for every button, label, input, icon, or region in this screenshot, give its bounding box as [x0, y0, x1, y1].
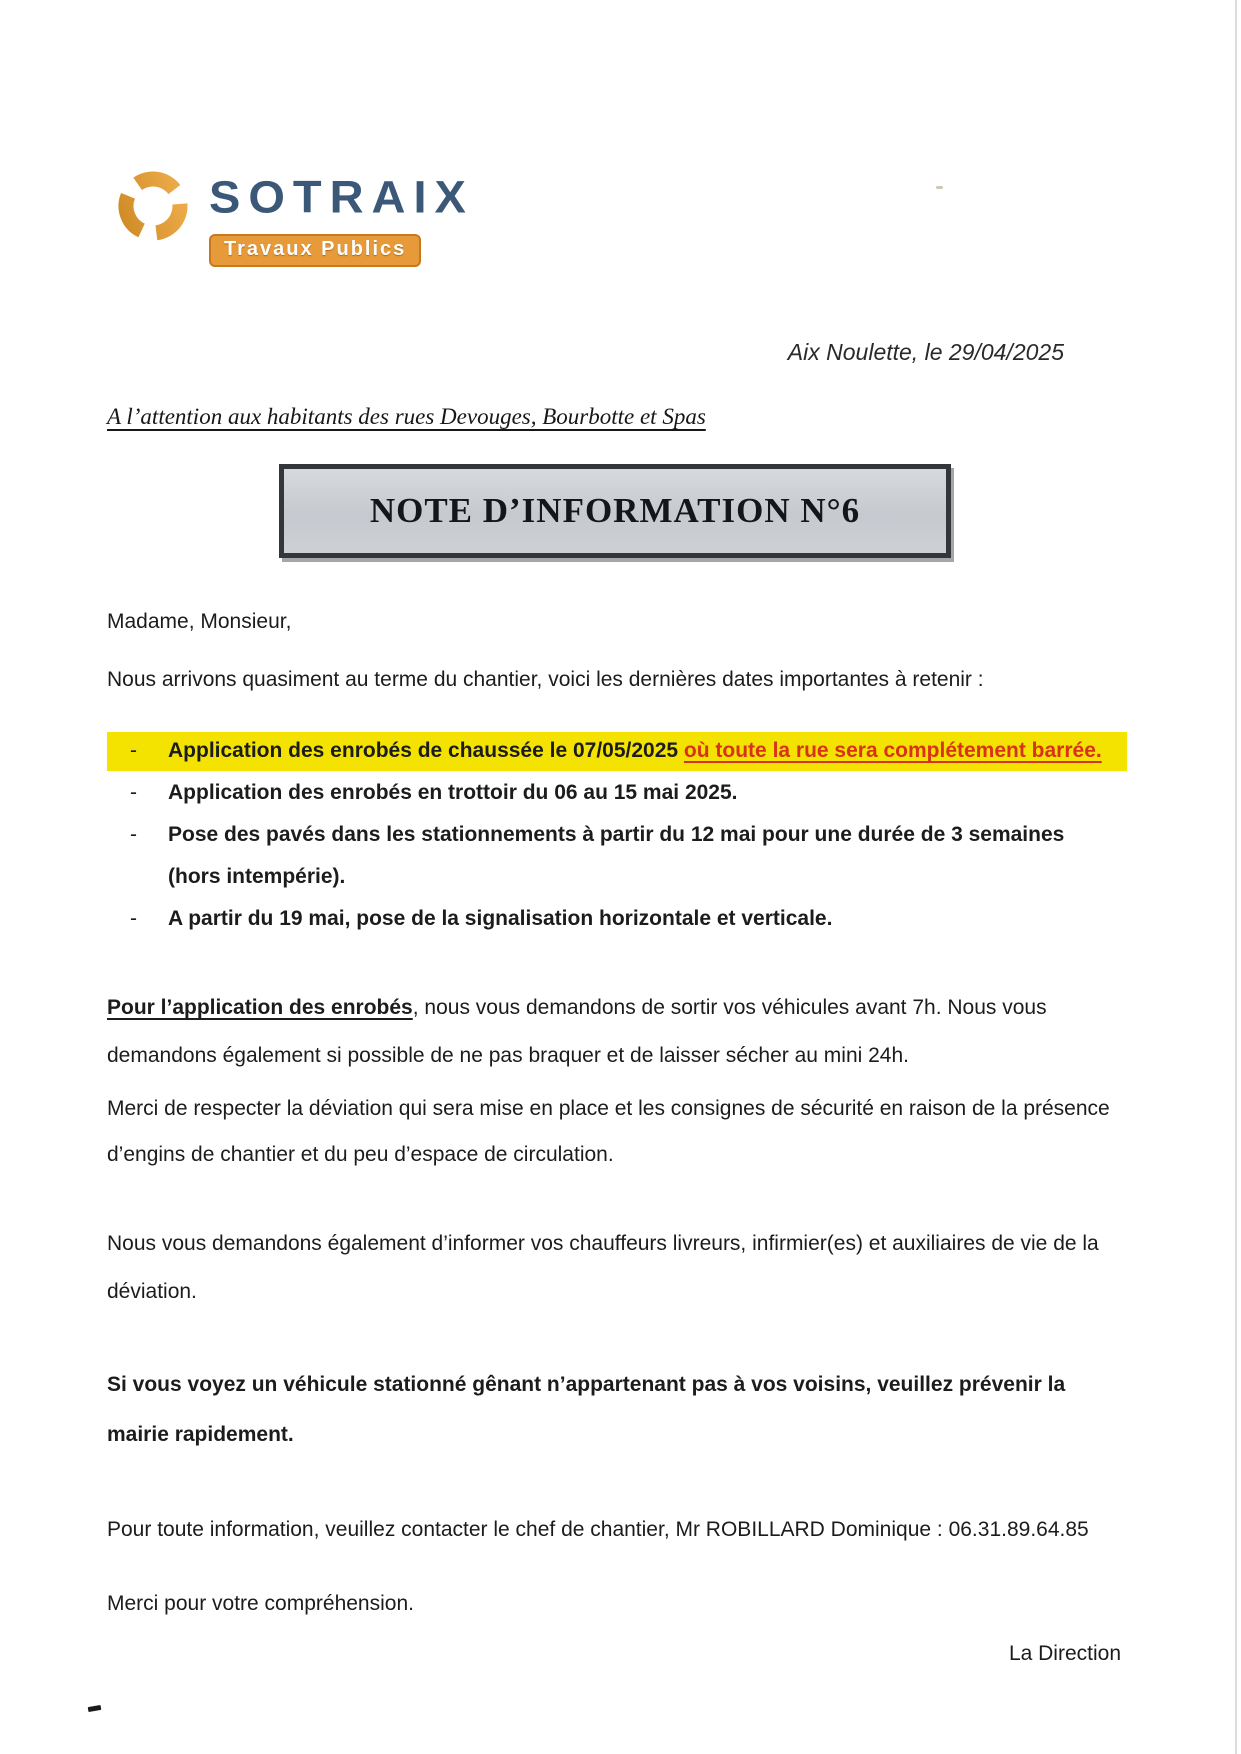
bullet-item-enrobes-chaussee [107, 730, 1121, 772]
note-title: NOTE D’INFORMATION N°6 [369, 491, 861, 530]
bullet-item-enrobes-trottoir [107, 772, 1121, 814]
note-title-box [279, 464, 951, 558]
closing-line: Merci pour votre compréhension. [107, 1592, 414, 1615]
bullet-dash: - [130, 739, 137, 762]
letter-content [107, 0, 1121, 1666]
bullet-text: Application des enrobés en trottoir du 06 au 15 mai 2025. [168, 781, 738, 804]
paragraph-vehicule-warning: Si vous voyez un véhicule stationné gênant n’appartenant pas à vos voisins, veuillez prévenir la mairie rapidement. [107, 1373, 1066, 1446]
bullet-item-pose-paves [107, 814, 1121, 898]
signature: La Direction [1008, 1642, 1121, 1665]
paragraph-enrobes [107, 984, 1121, 1080]
scan-artifact-edge [1235, 0, 1237, 1754]
logo-text-block [209, 171, 474, 267]
paragraph-enrobes-lead: Pour l’application des enrobés [107, 996, 413, 1019]
scan-artifact-corner-mark [88, 1705, 102, 1712]
intro-paragraph: Nous arrivons quasiment au terme du chantier, voici les dernières dates importantes à retenir : [107, 668, 984, 691]
brand-tagline-badge: Travaux Publics [209, 234, 421, 267]
bullet-text-black: Application des enrobés de chaussée le 07/05/2025 [168, 739, 679, 762]
bullet-text: Pose des pavés dans les stationnements à partir du 12 mai pour une durée de 3 semaines (hors intempérie). [168, 823, 1065, 888]
bullet-text-red-warning: où toute la rue sera complétement barrée. [683, 739, 1102, 762]
bullet-dash: - [130, 781, 137, 804]
bullet-dash: - [130, 907, 137, 930]
attention-line: A l’attention aux habitants des rues Devouges, Bourbotte et Spas [107, 404, 706, 429]
bullet-dash: - [130, 823, 137, 846]
swirl-ring-icon [107, 160, 199, 252]
bullet-text [168, 730, 1121, 772]
brand-name: SOTRAIX [209, 171, 474, 222]
paragraph-informer: Nous vous demandons également d’informer vos chauffeurs livreurs, infirmier(es) et auxiliaires de vie de la déviation. [107, 1232, 1099, 1303]
bullet-item-signalisation [107, 898, 1121, 940]
bullet-text: A partir du 19 mai, pose de la signalisation horizontale et verticale. [168, 907, 833, 930]
paragraph-enrobes-rest: , nous vous demandons de sortir vos véhicules avant 7h. Nous vous demandons également si possible de ne pas braquer et de laisser sécher au mini 24h. [107, 996, 1047, 1067]
dateline: Aix Noulette, le 29/04/2025 [787, 339, 1064, 365]
paragraph-contact: Pour toute information, veuillez contacter le chef de chantier, Mr ROBILLARD Dominique : 06.31.89.64.85 [107, 1518, 1089, 1541]
salutation: Madame, Monsieur, [107, 610, 292, 633]
paragraph-deviation: Merci de respecter la déviation qui sera mise en place et les consignes de sécurité en raison de la présence d’engins de chantier et du peu d’espace de circulation. [107, 1097, 1110, 1166]
bullet-list [107, 730, 1121, 940]
company-logo [107, 160, 1121, 267]
